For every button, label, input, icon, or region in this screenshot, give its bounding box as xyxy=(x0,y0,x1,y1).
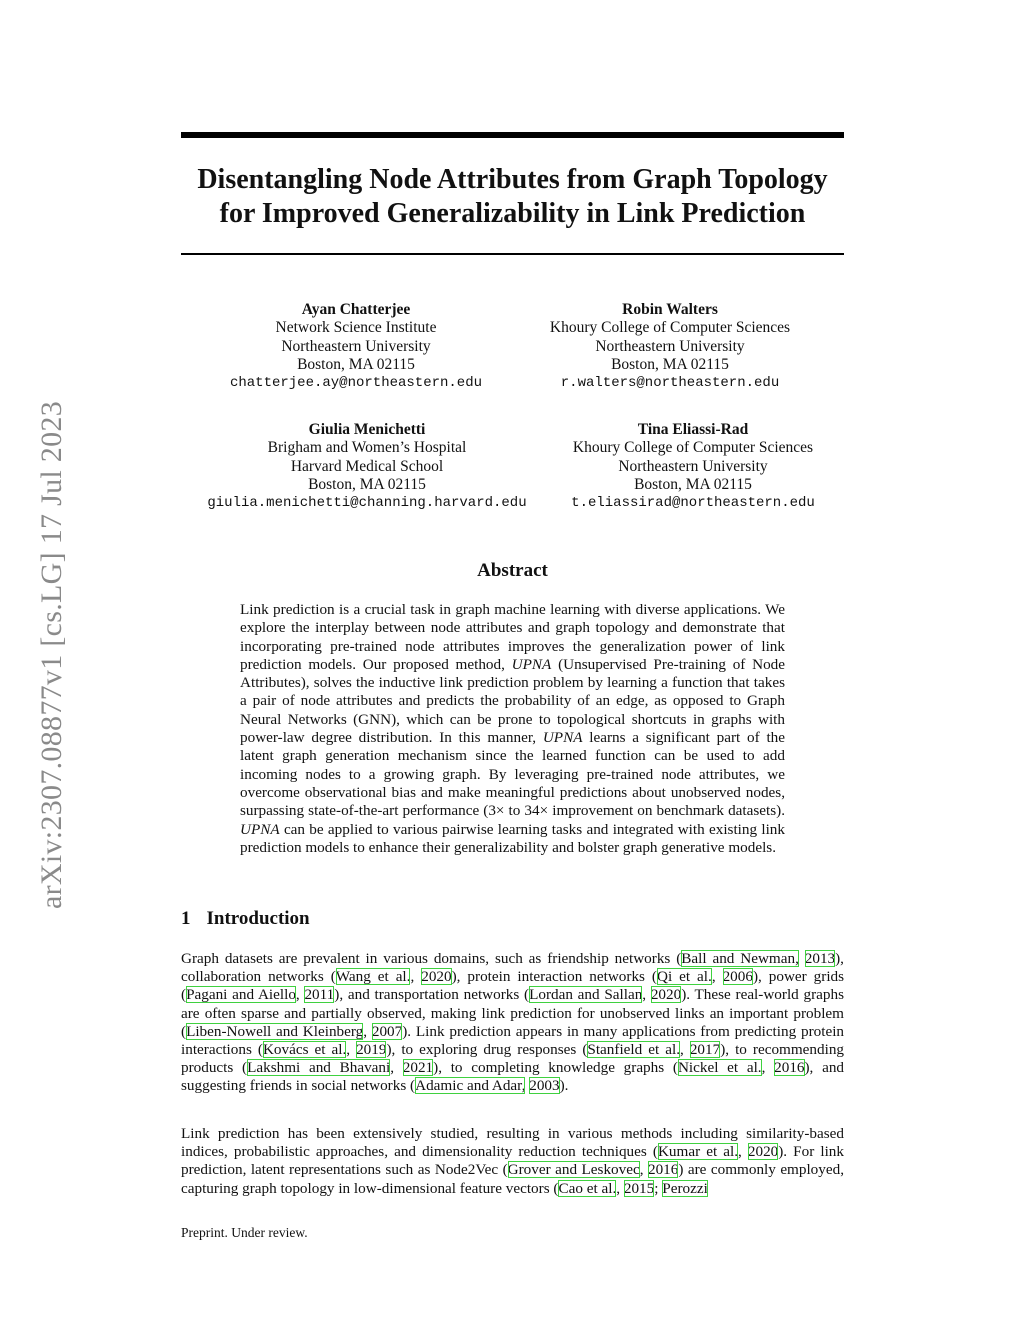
citation-link[interactable]: Ball and Newman, xyxy=(681,950,799,967)
text-segment: , xyxy=(642,986,651,1004)
text-segment: ; xyxy=(654,1179,663,1197)
abstract-heading: Abstract xyxy=(477,560,548,581)
author-affiliation: Northeastern University xyxy=(618,457,768,475)
text-segment: ), collaboration networks ( xyxy=(181,950,844,986)
citation-link[interactable]: Lordan and Sallan xyxy=(529,986,643,1004)
text-segment: Link prediction has been extensively studied, resulting in various methods including similarity-based indices, probabilistic approaches, and dimensionality reduction techniques ( xyxy=(181,1125,844,1161)
author-affiliation: Northeastern University xyxy=(281,337,431,355)
citation-link[interactable]: Grover and Leskovec xyxy=(507,1161,640,1179)
section-number: 1 xyxy=(181,908,191,929)
title-rule-bottom xyxy=(181,253,844,255)
author-email[interactable]: giulia.menichetti@channing.harvard.edu xyxy=(207,495,527,512)
author-email[interactable]: r.walters@northeastern.edu xyxy=(560,375,780,392)
citation-link[interactable]: Qi et al. xyxy=(656,968,712,986)
intro-paragraph-2 xyxy=(181,1125,844,1198)
citation-link[interactable]: Adamic and Adar, xyxy=(415,1077,526,1095)
author-name: Giulia Menichetti xyxy=(308,421,426,438)
text-segment: , xyxy=(761,1059,775,1077)
author-block-4 xyxy=(493,421,893,512)
text-segment: , xyxy=(390,1059,403,1077)
text-segment: , xyxy=(711,968,723,986)
text-segment: ), and transportation networks ( xyxy=(334,986,530,1004)
citation-year-link[interactable]: 2006 xyxy=(722,968,753,986)
abstract-segment: (Unsupervised Pre-training of Node Attributes), solves the inductive link prediction problem by learning a function that takes a pair of node attributes and predicts the probability of an edge, as opposed to Graph Neural Networks (GNN), which can be prone to topological shortcuts in graphs with power-law degree distribution. In this manner, xyxy=(240,655,786,747)
citation-year-link[interactable]: 2015 xyxy=(623,1179,655,1197)
author-address: Boston, MA 02115 xyxy=(297,355,415,373)
text-segment: , xyxy=(346,1041,357,1059)
citation-year-link[interactable]: 2020 xyxy=(747,1143,779,1161)
text-segment: ). For link prediction, latent representations such as Node2Vec ( xyxy=(181,1143,844,1179)
text-segment: ), to recommending products ( xyxy=(181,1041,845,1077)
citation-year-link[interactable]: 2020 xyxy=(650,986,682,1004)
citation-year-link[interactable]: 2007 xyxy=(371,1022,403,1040)
author-address: Boston, MA 02115 xyxy=(611,355,729,373)
author-name: Robin Walters xyxy=(622,301,718,318)
text-segment: ). Link prediction appears in many applications from predicting protein interactions ( xyxy=(181,1022,845,1059)
citation-year-link[interactable]: 2019 xyxy=(356,1041,387,1059)
method-name: UPNA xyxy=(240,820,280,838)
text-segment: , xyxy=(639,1161,648,1179)
preprint-footer: Preprint. Under review. xyxy=(181,1225,308,1240)
abstract-segment: learns a significant part of the latent graph generation mechanism since the learned function can be used to add incoming nodes to a growing graph. By leveraging pre-trained node attributes, we overcome observational bias and make meaningful predictions about unobserved nodes, surpassing state-of-the-art performance (3× to 34× improvement on benchmark datasets). xyxy=(240,729,786,820)
citation-link[interactable]: Pagani and Aiello xyxy=(186,986,296,1004)
text-segment: ), to exploring drug responses ( xyxy=(386,1041,588,1059)
citation-link[interactable]: Kovács et al. xyxy=(262,1041,347,1059)
citation-year-link[interactable]: 2020 xyxy=(421,968,452,986)
text-segment: ), to completing knowledge graphs ( xyxy=(433,1059,678,1077)
text-segment: , xyxy=(616,1179,624,1197)
citation-year-link[interactable]: 2017 xyxy=(689,1041,721,1059)
text-segment: ), and suggesting friends in social networks ( xyxy=(181,1059,845,1095)
text-segment: ). These real-world graphs are often sparse and partially observed, making link prediction for unobserved links an important problem ( xyxy=(181,986,844,1040)
method-name: UPNA xyxy=(542,729,583,747)
author-affiliation: Harvard Medical School xyxy=(290,457,444,475)
text-segment: , xyxy=(738,1143,748,1161)
author-email[interactable]: chatterjee.ay@northeastern.edu xyxy=(229,375,483,392)
citation-link[interactable]: Wang et al. xyxy=(335,968,411,986)
author-address: Boston, MA 02115 xyxy=(634,475,752,493)
citation-link[interactable]: Liben-Nowell and Kleinberg xyxy=(186,1022,364,1040)
text-segment: , xyxy=(295,986,305,1004)
author-name: Tina Eliassi-Rad xyxy=(637,421,749,438)
title-line-2: for Improved Generalizability in Link Prediction xyxy=(219,198,806,229)
paper-title xyxy=(181,163,844,231)
intro-paragraph-1 xyxy=(181,950,844,1096)
text-segment: ) are commonly employed, capturing graph topology in low-dimensional feature vectors ( xyxy=(181,1161,845,1197)
author-affiliation: Khoury College of Computer Sciences xyxy=(549,319,791,337)
text-segment: , xyxy=(680,1041,690,1059)
text-segment: ). xyxy=(559,1077,569,1095)
abstract-segment: can be applied to various pairwise learning tasks and integrated with existing link prediction models to enhance their generalizability and bolster graph generative models. xyxy=(240,820,785,856)
text-segment: , xyxy=(410,968,422,986)
text-segment: Graph datasets are prevalent in various domains, such as friendship networks ( xyxy=(181,950,682,967)
author-block-2 xyxy=(470,301,870,392)
author-name: Ayan Chatterjee xyxy=(301,301,411,318)
section-title: Introduction xyxy=(206,908,310,929)
citation-year-link[interactable]: 2016 xyxy=(647,1161,679,1179)
text-segment: , xyxy=(363,1022,372,1040)
citation-link[interactable]: Stanfield et al. xyxy=(587,1041,680,1059)
citation-year-link[interactable]: 2021 xyxy=(402,1059,434,1077)
abstract-segment: Link prediction is a crucial task in graph machine learning with diverse applications. We explore the interplay between node attributes and graph topology and demonstrate that incorporating pre-trained node attributes improves the generalization power of link prediction models. Our proposed method, xyxy=(240,601,785,673)
author-email[interactable]: t.eliassirad@northeastern.edu xyxy=(571,495,815,512)
citation-year-link[interactable]: 2003 xyxy=(529,1077,560,1095)
citation-link[interactable]: Lakshmi and Bhavani xyxy=(247,1059,391,1077)
citation-year-link[interactable]: 2016 xyxy=(774,1059,805,1077)
citation-link[interactable]: Kumar et al. xyxy=(657,1143,738,1161)
author-address: Boston, MA 02115 xyxy=(308,475,426,493)
author-affiliation: Khoury College of Computer Sciences xyxy=(572,439,814,457)
method-name: UPNA xyxy=(511,655,552,673)
section-heading xyxy=(181,908,310,930)
citation-year-link[interactable]: 2011 xyxy=(304,986,335,1004)
author-affiliation: Network Science Institute xyxy=(275,319,437,337)
author-affiliation: Northeastern University xyxy=(595,337,745,355)
text-segment: ), protein interaction networks ( xyxy=(451,968,657,986)
text-segment: ), power grids ( xyxy=(181,968,845,1004)
author-affiliation: Brigham and Women’s Hospital xyxy=(267,439,467,457)
title-rule-top xyxy=(181,132,844,138)
citation-link[interactable]: Perozzi xyxy=(662,1179,708,1197)
citation-year-link[interactable]: 2013 xyxy=(804,950,836,967)
citation-link[interactable]: Nickel et al. xyxy=(677,1059,762,1077)
title-line-1: Disentangling Node Attributes from Graph Topology xyxy=(197,164,828,195)
arxiv-identifier: arXiv:2307.08877v1 [cs.LG] 17 Jul 2023 xyxy=(35,400,68,910)
abstract-text xyxy=(240,601,785,857)
citation-link[interactable]: Cao et al. xyxy=(558,1179,617,1197)
